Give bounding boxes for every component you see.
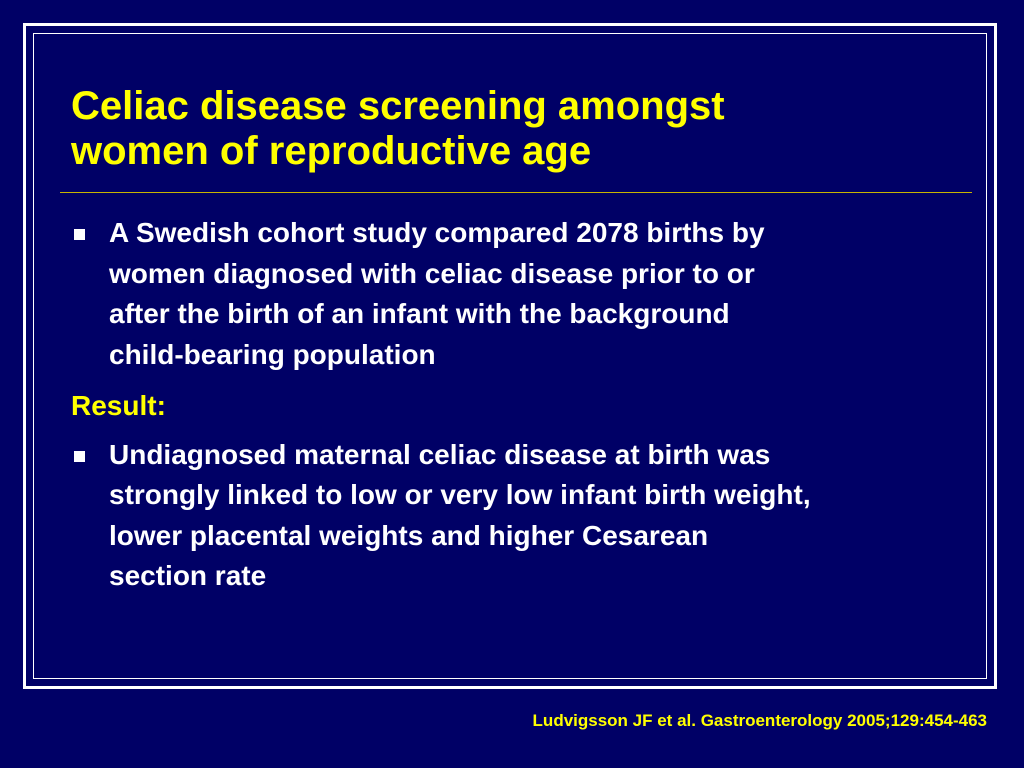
bullet-line: child-bearing population <box>109 338 436 370</box>
citation: Ludvigsson JF et al. Gastroenterology 2005;129:454-463 <box>532 711 987 730</box>
bullet-result <box>71 435 971 597</box>
square-bullet-icon <box>74 229 85 240</box>
bullet-line: Undiagnosed maternal celiac disease at birth was <box>109 438 771 470</box>
bullet-line: lower placental weights and higher Cesarean <box>109 519 709 551</box>
square-bullet-icon <box>74 451 85 462</box>
bullet-line: after the birth of an infant with the background <box>109 298 730 329</box>
slide-title <box>71 84 951 174</box>
bullet-line: strongly linked to low or very low infant birth weight, <box>109 479 811 510</box>
slide-title-line: women of reproductive age <box>71 129 592 173</box>
result-label: Result: <box>71 390 166 421</box>
bullet-study <box>71 213 971 375</box>
slide-body <box>71 213 971 597</box>
title-divider <box>60 192 972 193</box>
bullet-line: women diagnosed with celiac disease prior to or <box>109 257 755 289</box>
bullet-line: section rate <box>109 560 267 591</box>
bullet-line: A Swedish cohort study compared 2078 births by <box>109 217 765 248</box>
bullet-result-text <box>109 435 971 597</box>
slide-title-line: Celiac disease screening amongst <box>71 84 725 128</box>
bullet-study-text <box>109 213 971 375</box>
